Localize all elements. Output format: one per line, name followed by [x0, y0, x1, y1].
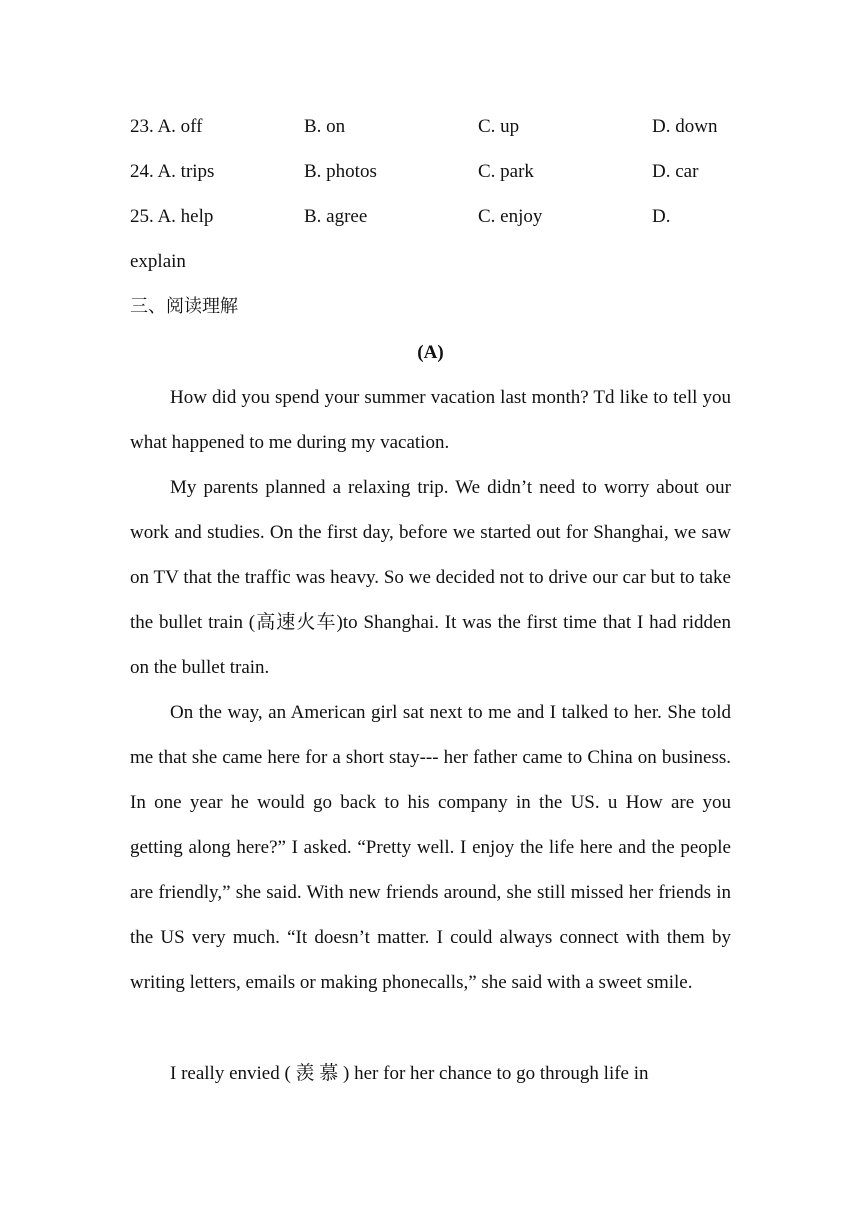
question-25-option-d-continued: explain	[130, 251, 186, 272]
question-23-options	[130, 115, 731, 139]
option-b: B. agree	[304, 206, 368, 227]
paragraph-3: On the way, an American girl sat next to me and I talked to her. She told me that she came here for a short stay--- her father came to China on business. In one year he would go back to his company in the US. u How are you getting along here?” I asked. “Pretty well. I enjoy the life here and the people are friendly,” she said. With new friends around, she still missed her friends in the US very much. “It doesn’t matter. I could always connect with them by writing letters, emails or making phonecalls,” she said with a sweet smile.	[130, 702, 731, 993]
option-a: 23. A. off	[130, 116, 203, 137]
option-c: C. park	[478, 161, 534, 182]
section-heading: 三、阅读理解	[130, 296, 238, 317]
option-a: 24. A. trips	[130, 161, 215, 182]
option-c: C. up	[478, 116, 520, 137]
question-25-options	[130, 205, 731, 229]
option-b: B. photos	[304, 161, 377, 182]
passage-title: (A)	[417, 342, 444, 363]
option-d: D.	[652, 206, 671, 227]
question-24-options	[130, 160, 731, 184]
paragraph-1: How did you spend your summer vacation last month? Td like to tell you what happened to me during my vacation.	[130, 387, 731, 453]
option-d: D. car	[652, 161, 699, 182]
option-a: 25. A. help	[130, 206, 214, 227]
option-b: B. on	[304, 116, 346, 137]
option-d: D. down	[652, 116, 718, 137]
paragraph-2: My parents planned a relaxing trip. We didn’t need to worry about our work and studies. On the first day, before we started out for Shanghai, we saw on TV that the traffic was heavy. So we decided not to drive our car but to take the bullet train (高速火车)to Shanghai. It was the first time that I had ridden on the bullet train.	[130, 477, 731, 678]
paragraph-4: I really envied ( 羡 慕 ) her for her chance to go through life in	[170, 1063, 649, 1084]
option-c: C. enjoy	[478, 206, 543, 227]
